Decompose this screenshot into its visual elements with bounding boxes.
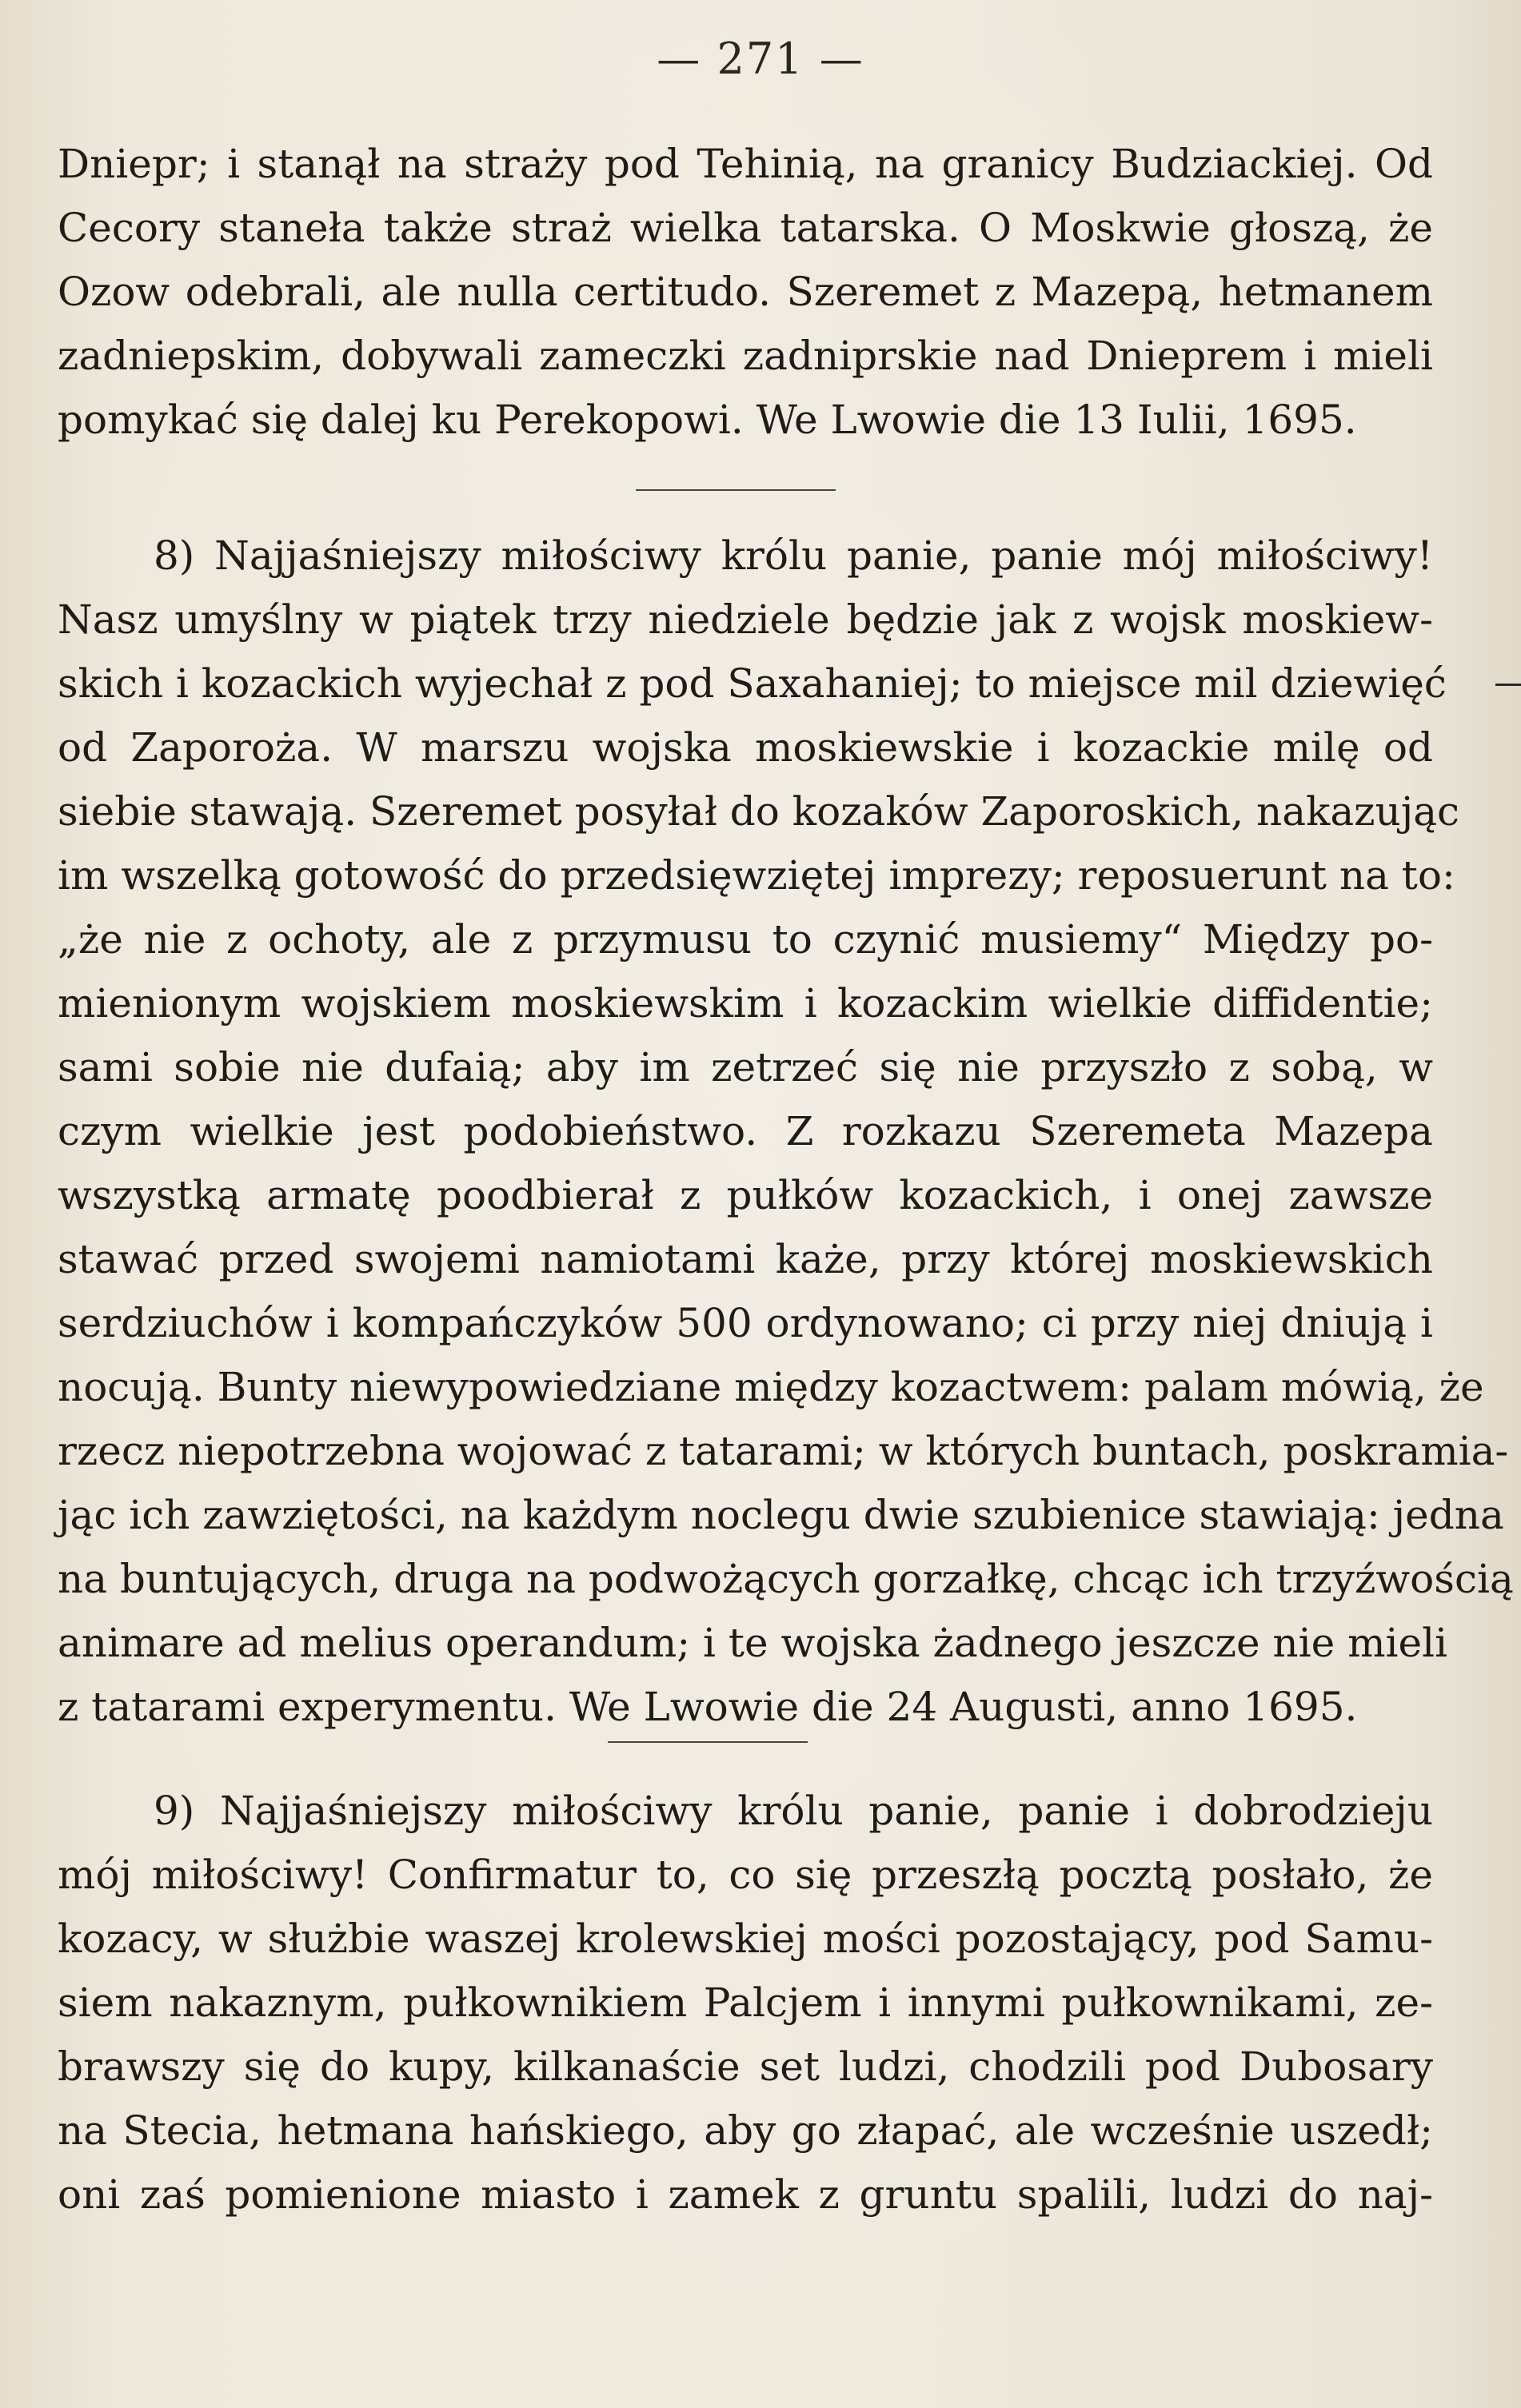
text-line: oni zaś pomienione miasto i zamek z gruntu spalili, ludzi do naj- [58, 2171, 1433, 2218]
text-line: Ozow odebrali, ale nulla certitudo. Szeremet z Mazepą, hetmanem [58, 269, 1433, 315]
text-line: nocują. Bunty niewypowiedziane między kozactwem: palam mówią, że [58, 1364, 1484, 1410]
text-line: mój miłościwy! Confirmatur to, co się przeszłą pocztą posłało, że [58, 1852, 1433, 1898]
text-line: rzecz niepotrzebna wojować z tatarami; w których buntach, poskramia- [58, 1428, 1509, 1474]
text-line: od Zaporoża. W marszu wojska moskiewskie i kozackie milę od [58, 724, 1433, 771]
text-line: stawać przed swojemi namiotami każe, przy której moskiewskich [58, 1236, 1433, 1282]
margin-mark [1495, 684, 1521, 686]
page-number: — 271 — [657, 34, 864, 84]
text-line: 8) Najjaśniejszy miłościwy królu panie, panie mój miłościwy! [154, 532, 1433, 579]
text-line: skich i kozackich wyjechał z pod Saxahaniej; to miejsce mil dziewięć [58, 660, 1447, 707]
text-line: siebie stawają. Szeremet posyłał do kozaków Zaporoskich, nakazując [58, 788, 1460, 835]
text-line: brawszy się do kupy, kilkanaście set ludzi, chodzili pod Dubosary [58, 2043, 1433, 2090]
text-line: z tatarami experymentu. We Lwowie die 24 Augusti, anno 1695. [58, 1684, 1358, 1730]
text-line: „że nie z ochoty, ale z przymusu to czynić musiemy“ Między po- [58, 916, 1433, 963]
text-line: jąc ich zawziętości, na każdym noclegu dwie szubienice stawiają: jedna [58, 1492, 1504, 1538]
text-line: kozacy, w służbie waszej krolewskiej mości pozostający, pod Samu- [58, 1916, 1433, 1962]
text-line: 9) Najjaśniejszy miłościwy królu panie, panie i dobrodzieju [154, 1788, 1433, 1834]
text-line: czym wielkie jest podobieństwo. Z rozkazu Szeremeta Mazepa [58, 1108, 1433, 1154]
text-line: zadniepskim, dobywali zameczki zadniprskie nad Dnieprem i mieli [58, 333, 1433, 379]
letter-9 [58, 1779, 1433, 2227]
text-line: pomykać się dalej ku Perekopowi. We Lwowie die 13 Iulii, 1695. [58, 397, 1357, 443]
text-line: animare ad melius operandum; i te wojska żadnego jeszcze nie mieli [58, 1620, 1448, 1666]
text-line: na Stecia, hetmana hańskiego, aby go złapać, ale wcześnie uszedł; [58, 2107, 1433, 2154]
text-line: Dniepr; i stanął na straży pod Tehinią, na granicy Budziackiej. Od [58, 141, 1433, 187]
section-divider [636, 489, 836, 491]
text-line: siem nakaznym, pułkownikiem Palcjem i innymi pułkownikami, ze- [58, 1979, 1433, 2026]
text-line: im wszelką gotowość do przedsięwziętej imprezy; reposuerunt na to: [58, 852, 1455, 899]
text-line: na buntujących, druga na podwożących gorzałkę, chcąc ich trzyźwością [58, 1556, 1514, 1602]
text-line: Nasz umyślny w piątek trzy niedziele będzie jak z wojsk moskiew- [58, 596, 1433, 643]
text-line: wszystką armatę poodbierał z pułków kozackich, i onej zawsze [58, 1172, 1433, 1218]
text-line: mienionym wojskiem moskiewskim i kozackim wielkie diffidentie; [58, 980, 1433, 1027]
text-line: sami sobie nie dufaią; aby im zetrzeć się nie przyszło z sobą, w [58, 1044, 1433, 1090]
text-line: serdziuchów i kompańczyków 500 ordynowano; ci przy niej dniują i [58, 1300, 1433, 1346]
paragraph-continuation [58, 132, 1433, 452]
section-divider [608, 1741, 808, 1743]
letter-8 [58, 524, 1514, 1739]
text-line: Cecory staneła także straż wielka tatarska. O Moskwie głoszą, że [58, 205, 1433, 251]
